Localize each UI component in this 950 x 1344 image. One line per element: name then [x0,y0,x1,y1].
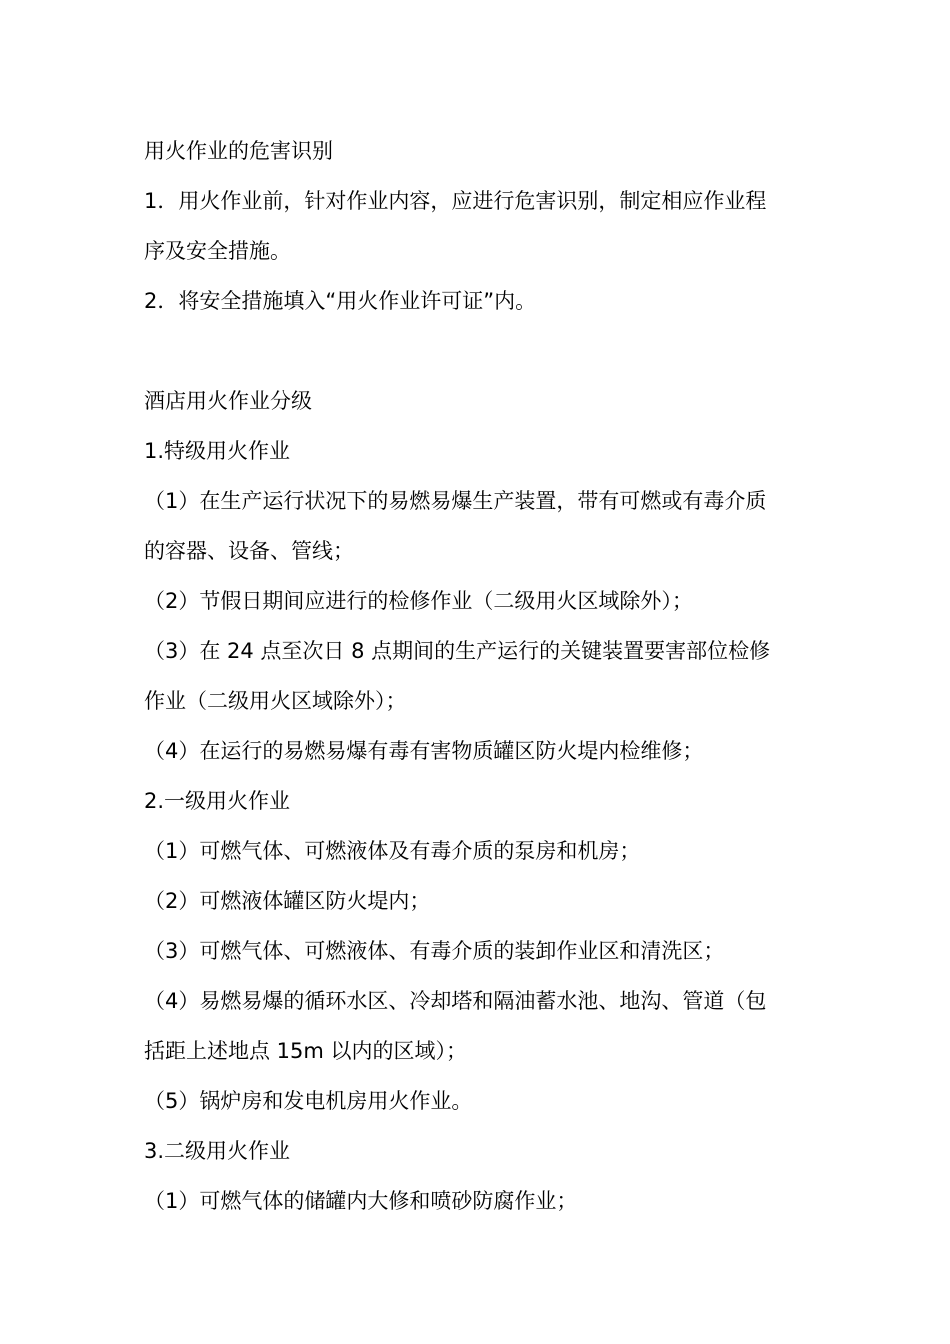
paragraph-line: 2．将安全措施填入“用火作业许可证”内。 [144,289,537,313]
list-item-line: （4）易燃易爆的循环水区、冷却塔和隔油蓄水池、地沟、管道（包 [144,989,767,1013]
section-heading-hazard-identification: 用火作业的危害识别 [144,139,333,163]
list-item-line: 作业（二级用火区域除外）； [144,689,407,713]
list-item-line: （3）可燃气体、可燃液体、有毒介质的装卸作业区和清洗区； [144,939,725,963]
document-body [144,126,809,1226]
list-item-line: （2）节假日期间应进行的检修作业（二级用火区域除外）； [144,589,693,613]
list-item-line: 的容器、设备、管线； [144,539,354,563]
list-item-line: （1）在生产运行状况下的易燃易爆生产装置，带有可燃或有毒介质 [144,489,767,513]
list-item-line: 括距上述地点 15m 以内的区域）； [144,1039,468,1063]
list-item-line: （3）在 24 点至次日 8 点期间的生产运行的关键装置要害部位检修 [144,639,771,663]
list-item-line: （2）可燃液体罐区防火堤内； [144,889,431,913]
list-item-line: （4）在运行的易燃易爆有毒有害物质罐区防火堤内检维修； [144,739,704,763]
section-heading-fire-work-classification: 酒店用火作业分级 [144,389,312,413]
blank-line [144,326,809,376]
subheading-first-grade: 2.一级用火作业 [144,789,291,813]
subheading-second-grade: 3.二级用火作业 [144,1139,291,1163]
subheading-special-grade: 1.特级用火作业 [144,439,291,463]
list-item-line: （5）锅炉房和发电机房用火作业。 [144,1089,473,1113]
list-item-line: （1）可燃气体的储罐内大修和喷砂防腐作业； [144,1189,578,1213]
paragraph-line: 序及安全措施。 [144,239,291,263]
list-item-line: （1）可燃气体、可燃液体及有毒介质的泵房和机房； [144,839,641,863]
paragraph-line: 1．用火作业前，针对作业内容，应进行危害识别，制定相应作业程 [144,189,767,213]
